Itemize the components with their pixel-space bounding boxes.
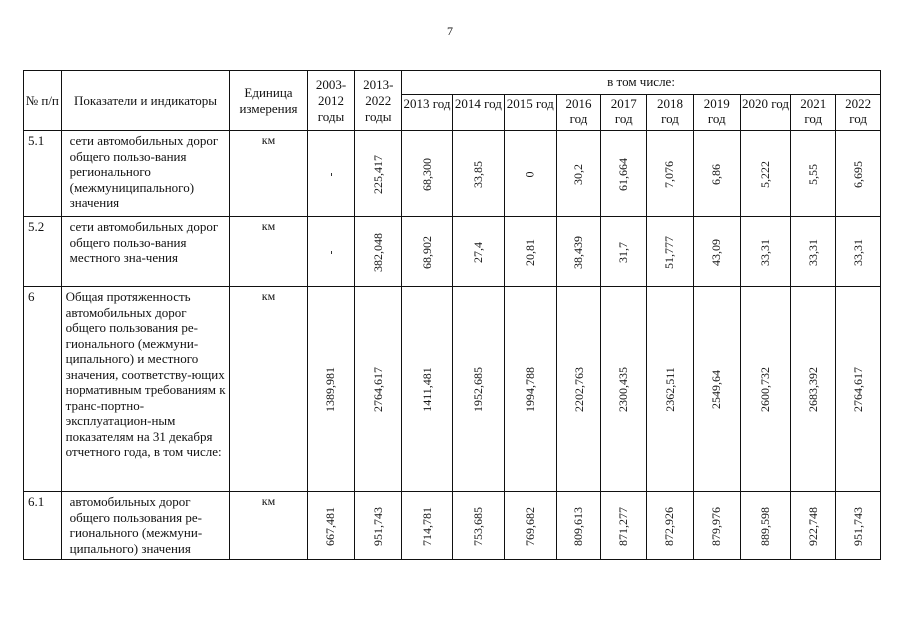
value-year-cell bbox=[556, 492, 601, 560]
value-year-cell bbox=[693, 492, 740, 560]
value-year-cell-text: 6,86 bbox=[709, 163, 724, 185]
header-year: 2022 год bbox=[836, 95, 881, 131]
value-year-cell-text: 1994,788 bbox=[522, 367, 537, 412]
value-year-cell bbox=[504, 492, 556, 560]
value-year-cell-text: 43,09 bbox=[709, 238, 724, 266]
header-year: 2019 год bbox=[693, 95, 740, 131]
value-2013-2022 bbox=[355, 287, 402, 492]
value-year-cell bbox=[402, 492, 453, 560]
header-row-1 bbox=[24, 71, 881, 95]
header-indicator: Показатели и индикаторы bbox=[61, 71, 230, 131]
indicators-table bbox=[23, 70, 881, 560]
value-year-cell bbox=[647, 492, 694, 560]
value-2003-2012 bbox=[307, 131, 355, 217]
header-range-2013-2022: 2013-2022 годы bbox=[355, 71, 402, 131]
value-year-cell bbox=[693, 131, 740, 217]
row-indicator: Общая протяженность автомобильных дорог общего пользования ре-гионального (межмуни-ципального) и местного значения, соответству-ющих нормативным требованиям к транс-портно-эксплуатацион-ным показателям на 31 декабря отчетного года, в том числе: bbox=[61, 287, 230, 492]
header-including: в том числе: bbox=[402, 71, 881, 95]
row-number: 6 bbox=[24, 287, 62, 492]
value-2013-2022-text: 951,743 bbox=[370, 506, 385, 546]
value-year-cell bbox=[556, 287, 601, 492]
header-year: 2020 год bbox=[740, 95, 791, 131]
value-year-cell bbox=[452, 492, 504, 560]
value-year-cell bbox=[504, 217, 556, 287]
value-year-cell-text: 27,4 bbox=[470, 241, 485, 263]
value-year-cell bbox=[402, 287, 453, 492]
value-year-cell bbox=[647, 217, 694, 287]
value-year-cell-text: 33,31 bbox=[758, 238, 772, 266]
value-2003-2012-text: - bbox=[323, 172, 338, 176]
value-year-cell-text: 879,976 bbox=[709, 506, 724, 546]
value-year-cell-text: 889,598 bbox=[758, 506, 772, 546]
value-year-cell-text: 2683,392 bbox=[806, 367, 821, 412]
header-year: 2013 год bbox=[402, 95, 453, 131]
table-row bbox=[24, 131, 881, 217]
row-indicator: сети автомобильных дорог общего пользо-вания местного зна-чения bbox=[61, 217, 230, 287]
value-year-cell-text: 33,31 bbox=[805, 238, 820, 266]
row-number: 6.1 bbox=[24, 492, 62, 560]
header-year: 2014 год bbox=[452, 95, 504, 131]
value-year-cell bbox=[647, 287, 694, 492]
value-year-cell bbox=[836, 217, 881, 287]
value-2003-2012 bbox=[307, 217, 355, 287]
header-num: № п/п bbox=[24, 71, 62, 131]
value-2013-2022-text: 382,048 bbox=[370, 232, 385, 272]
value-2003-2012 bbox=[307, 287, 355, 492]
value-year-cell bbox=[402, 131, 453, 217]
row-number: 5.2 bbox=[24, 217, 62, 287]
value-year-cell bbox=[740, 217, 791, 287]
value-year-cell bbox=[791, 131, 836, 217]
value-year-cell-text: 1411,481 bbox=[419, 367, 434, 412]
value-year-cell bbox=[452, 217, 504, 287]
value-2013-2022-text: 2764,617 bbox=[370, 367, 385, 412]
value-year-cell bbox=[836, 492, 881, 560]
value-year-cell-text: 5,222 bbox=[758, 160, 772, 188]
row-indicator: сети автомобильных дорог общего пользо-вания регионального (межмуниципального) значения bbox=[61, 131, 230, 217]
value-2013-2022 bbox=[355, 492, 402, 560]
value-year-cell-text: 7,076 bbox=[662, 160, 677, 188]
row-unit: км bbox=[230, 287, 307, 492]
table-row bbox=[24, 287, 881, 492]
value-year-cell-text: 872,926 bbox=[662, 506, 677, 546]
value-year-cell-text: 1952,685 bbox=[470, 367, 485, 412]
value-year-cell-text: 2600,732 bbox=[758, 367, 772, 412]
value-year-cell bbox=[791, 492, 836, 560]
value-year-cell bbox=[601, 131, 647, 217]
table-row bbox=[24, 492, 881, 560]
value-year-cell bbox=[601, 217, 647, 287]
value-year-cell-text: 951,743 bbox=[850, 506, 865, 546]
value-year-cell-text: 51,777 bbox=[662, 235, 677, 269]
value-year-cell-text: 2362,511 bbox=[662, 367, 677, 412]
value-year-cell-text: 809,613 bbox=[571, 506, 585, 546]
value-year-cell bbox=[402, 217, 453, 287]
value-year-cell bbox=[556, 131, 601, 217]
value-year-cell bbox=[504, 287, 556, 492]
header-year: 2015 год bbox=[504, 95, 556, 131]
value-2003-2012-text: 1389,981 bbox=[323, 367, 338, 412]
value-year-cell-text: 68,300 bbox=[419, 157, 434, 191]
value-year-cell-text: 31,7 bbox=[616, 241, 631, 263]
value-2003-2012 bbox=[307, 492, 355, 560]
value-year-cell-text: 5,55 bbox=[805, 163, 820, 185]
header-unit: Единица измерения bbox=[230, 71, 307, 131]
row-indicator: автомобильных дорог общего пользования ре-гионального (межмуни-ципального) значения bbox=[61, 492, 230, 560]
value-year-cell bbox=[601, 287, 647, 492]
value-year-cell-text: 20,81 bbox=[522, 238, 537, 266]
value-year-cell bbox=[836, 287, 881, 492]
row-unit: км bbox=[230, 492, 307, 560]
value-year-cell-text: 6,695 bbox=[850, 160, 865, 188]
value-2003-2012-text: - bbox=[323, 250, 338, 254]
value-year-cell-text: 2764,617 bbox=[851, 367, 866, 412]
value-year-cell-text: 33,85 bbox=[470, 160, 485, 188]
value-year-cell bbox=[647, 131, 694, 217]
value-year-cell bbox=[791, 287, 836, 492]
value-year-cell bbox=[740, 492, 791, 560]
value-2013-2022 bbox=[355, 217, 402, 287]
value-year-cell bbox=[740, 131, 791, 217]
value-year-cell bbox=[836, 131, 881, 217]
value-year-cell-text: 714,781 bbox=[419, 506, 434, 546]
value-year-cell bbox=[693, 287, 740, 492]
header-year: 2016 год bbox=[556, 95, 601, 131]
value-year-cell-text: 61,664 bbox=[616, 157, 631, 191]
value-year-cell bbox=[504, 131, 556, 217]
value-year-cell-text: 922,748 bbox=[805, 506, 820, 546]
value-year-cell-text: 0 bbox=[522, 171, 537, 177]
value-year-cell-text: 2300,435 bbox=[616, 367, 631, 412]
header-year: 2018 год bbox=[647, 95, 694, 131]
value-year-cell-text: 68,902 bbox=[419, 235, 434, 269]
value-year-cell-text: 38,439 bbox=[571, 235, 585, 269]
table-row bbox=[24, 217, 881, 287]
row-number: 5.1 bbox=[24, 131, 62, 217]
value-year-cell bbox=[601, 492, 647, 560]
header-range-2003-2012: 2003-2012 годы bbox=[307, 71, 355, 131]
value-year-cell bbox=[556, 217, 601, 287]
value-year-cell-text: 33,31 bbox=[850, 238, 865, 266]
value-2013-2022-text: 225,417 bbox=[370, 154, 385, 194]
header-year: 2017 год bbox=[601, 95, 647, 131]
value-year-cell-text: 769,682 bbox=[522, 506, 537, 546]
value-year-cell-text: 2202,763 bbox=[571, 367, 586, 412]
header-year: 2021 год bbox=[791, 95, 836, 131]
value-year-cell bbox=[791, 217, 836, 287]
value-year-cell bbox=[740, 287, 791, 492]
value-year-cell-text: 753,685 bbox=[470, 506, 485, 546]
value-year-cell-text: 871,277 bbox=[616, 506, 631, 546]
value-year-cell bbox=[693, 217, 740, 287]
value-year-cell-text: 30,2 bbox=[571, 163, 585, 185]
value-year-cell-text: 2549,64 bbox=[709, 370, 724, 409]
value-year-cell bbox=[452, 131, 504, 217]
row-unit: км bbox=[230, 131, 307, 217]
page-number: 7 bbox=[447, 24, 453, 38]
value-2003-2012-text: 667,481 bbox=[323, 506, 338, 546]
value-year-cell bbox=[452, 287, 504, 492]
row-unit: км bbox=[230, 217, 307, 287]
value-2013-2022 bbox=[355, 131, 402, 217]
